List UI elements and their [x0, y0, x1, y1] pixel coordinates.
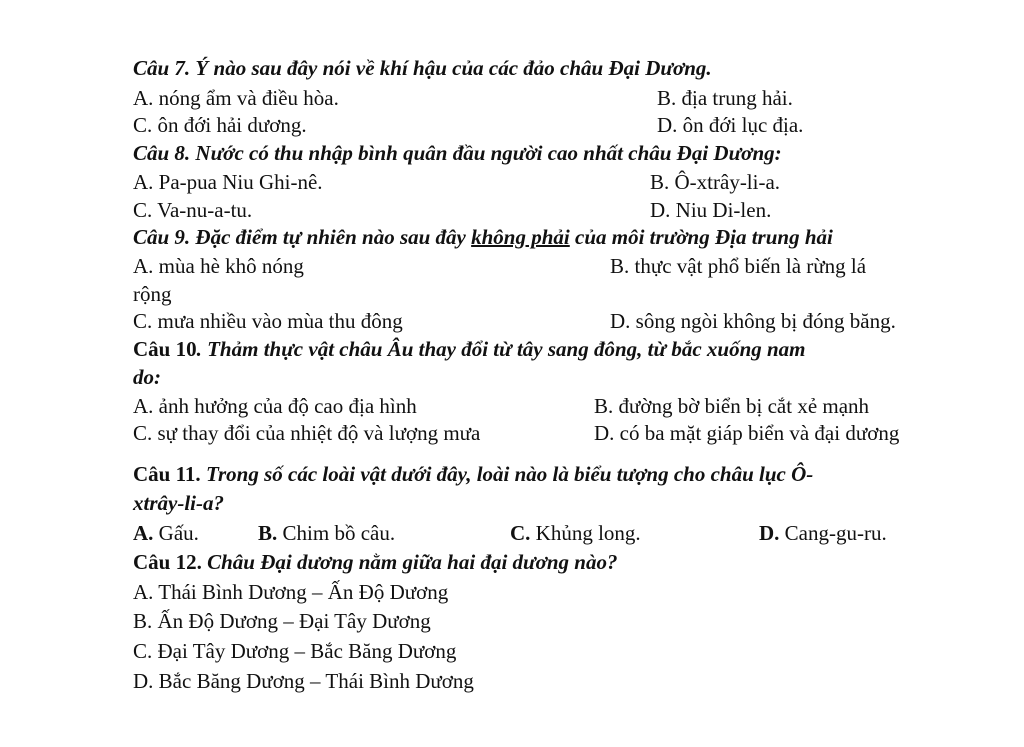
q11-option-d-letter: D.: [759, 521, 780, 545]
q11-option-b: [258, 521, 395, 545]
q12-option-c: C. Đại Tây Dương – Bắc Băng Dương: [133, 639, 457, 663]
question-11-label: Câu 11.: [133, 462, 201, 486]
q11-option-b-letter: B.: [258, 521, 278, 545]
q7-option-a: A. nóng ẩm và điều hòa.: [133, 86, 339, 110]
question-11: [133, 462, 813, 486]
q7-option-c: C. ôn đới hải dương.: [133, 113, 307, 137]
q9-option-d: D. sông ngòi không bị đóng băng.: [610, 309, 896, 333]
question-9-text-after: của môi trường Địa trung hải: [569, 225, 833, 249]
q7-option-b: B. địa trung hải.: [657, 86, 793, 110]
q11-option-c-text: Khủng long.: [530, 521, 641, 545]
q8-option-b: B. Ô-xtrây-li-a.: [650, 170, 781, 194]
q12-option-a: A. Thái Bình Dương – Ấn Độ Dương: [133, 580, 449, 604]
question-9: [133, 225, 833, 249]
q11-option-d-text: Cang-gu-ru.: [779, 521, 887, 545]
question-10-continued: do:: [133, 365, 161, 389]
question-10: [133, 337, 806, 361]
q12-option-b: B. Ấn Độ Dương – Đại Tây Dương: [133, 609, 431, 633]
q8-option-c: C. Va-nu-a-tu.: [133, 198, 253, 222]
q10-option-c: C. sự thay đổi của nhiệt độ và lượng mưa: [133, 421, 481, 445]
q11-option-a-letter: A.: [133, 521, 154, 545]
question-12-text: Châu Đại dương nằm giữa hai đại dương nào?: [201, 550, 618, 574]
q11-option-a: [133, 521, 199, 545]
q9-option-a-continued: rộng: [133, 282, 172, 306]
question-12: [133, 550, 618, 574]
q10-option-d: D. có ba mặt giáp biển và đại dương: [594, 421, 900, 445]
q8-option-a: A. Pa-pua Niu Ghi-nê.: [133, 170, 323, 194]
question-9-underlined: không phải: [471, 225, 570, 249]
q9-option-b: B. thực vật phổ biến là rừng lá: [610, 254, 867, 278]
q10-option-a: A. ảnh hưởng của độ cao địa hình: [133, 394, 417, 418]
q9-option-c: C. mưa nhiều vào mùa thu đông: [133, 309, 403, 333]
question-10-label: Câu 10: [133, 337, 197, 361]
question-9-text-before: Câu 9. Đặc điểm tự nhiên nào sau đây: [133, 225, 472, 249]
question-12-label: Câu 12.: [133, 550, 202, 574]
question-10-text: . Thảm thực vật châu Âu thay đổi từ tây sang đông, từ bắc xuống nam: [196, 337, 806, 361]
question-11-text: Trong số các loài vật dưới đây, loài nào là biểu tượng cho châu lục Ô-: [200, 462, 814, 486]
q11-option-d: [759, 521, 887, 545]
q11-option-c-letter: C.: [510, 521, 531, 545]
q11-option-b-text: Chim bồ câu.: [277, 521, 396, 545]
question-8: Câu 8. Nước có thu nhập bình quân đầu người cao nhất châu Đại Dương:: [133, 141, 782, 165]
q11-option-a-text: Gấu.: [153, 521, 199, 545]
q8-option-d: D. Niu Di-len.: [650, 198, 772, 222]
question-7: Câu 7. Ý nào sau đây nói về khí hậu của các đảo châu Đại Dương.: [133, 56, 712, 80]
q11-option-c: [510, 521, 641, 545]
q7-option-d: D. ôn đới lục địa.: [657, 113, 804, 137]
question-11-continued: xtrây-li-a?: [133, 491, 224, 515]
q10-option-b: B. đường bờ biển bị cắt xẻ mạnh: [594, 394, 870, 418]
q12-option-d: D. Bắc Băng Dương – Thái Bình Dương: [133, 669, 474, 693]
q9-option-a: A. mùa hè khô nóng: [133, 254, 304, 278]
